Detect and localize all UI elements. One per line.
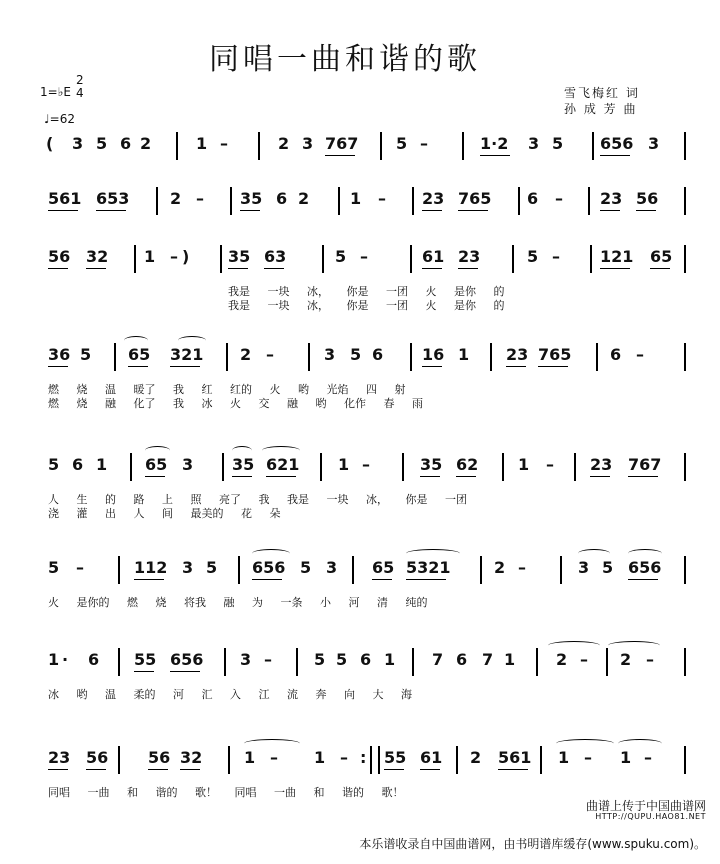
lyric-line: 冰 哟 温 柔的 河 汇 入 江 流 奔 向 大 海 (48, 688, 412, 701)
note-token: 2 (620, 650, 632, 669)
beam-line (628, 579, 658, 580)
note-token: 5 (206, 558, 218, 577)
note-token: 23 (422, 189, 445, 208)
note-token: 23 (600, 189, 623, 208)
bar-line (412, 648, 414, 676)
beam-line (456, 476, 476, 477)
note-token: 1 (350, 189, 362, 208)
note-token: – (518, 558, 526, 577)
note-token: 65 (145, 455, 168, 474)
bar-line (380, 132, 382, 160)
bar-line (684, 132, 686, 160)
note-token: 1 (384, 650, 396, 669)
bar-line (296, 648, 298, 676)
note-token: 62 (456, 455, 479, 474)
note-token: – (378, 189, 386, 208)
note-token: 56 (148, 748, 171, 767)
note-token: 6 (276, 189, 288, 208)
key-signature: 1=♭E (40, 85, 71, 99)
bar-line (490, 343, 492, 371)
note-token: 656 (252, 558, 286, 577)
beam-line (406, 579, 446, 580)
note-token: 1 (558, 748, 570, 767)
note-token: 1·2 (480, 134, 509, 153)
note-token: 5 (335, 247, 347, 266)
bar-line (224, 648, 226, 676)
note-token: 2 (556, 650, 568, 669)
bar-line (502, 453, 504, 481)
bar-line (606, 648, 608, 676)
note-token: 65 (128, 345, 151, 364)
lyric-line: 人 生 的 路 上 照 亮了 我 我是 一块 冰， 你是 一团 (48, 493, 467, 506)
bar-line (560, 556, 562, 584)
note-token: ( (46, 134, 54, 153)
bar-line (462, 132, 464, 160)
note-token: 3 (182, 558, 194, 577)
note-token: 1 (620, 748, 632, 767)
note-token: 32 (180, 748, 203, 767)
beam-line (266, 476, 296, 477)
note-token: 6 (120, 134, 132, 153)
note-token: 656 (628, 558, 662, 577)
note-token: – (76, 558, 84, 577)
beam-line (145, 476, 165, 477)
beam-line (650, 268, 670, 269)
note-token: 1 (48, 650, 60, 669)
footer-source-note: 本乐谱收录自中国曲谱网，由书明谱库缓存(www.spuku.com)。 (359, 837, 706, 851)
note-token: – (580, 650, 588, 669)
beam-line (458, 210, 488, 211)
time-sig-numerator: 2 (76, 73, 84, 87)
note-token: 3 (578, 558, 590, 577)
bar-line (352, 556, 354, 584)
note-token: 7 (482, 650, 494, 669)
note-token: 36 (48, 345, 71, 364)
note-token: 2 (470, 748, 482, 767)
note-token: 5 (350, 345, 362, 364)
note-token: – (196, 189, 204, 208)
bar-line (596, 343, 598, 371)
beam-line (48, 268, 68, 269)
slur-arc (628, 549, 662, 558)
bar-line (118, 648, 120, 676)
bar-line (114, 343, 116, 371)
bar-line (176, 132, 178, 160)
bar-line (258, 132, 260, 160)
note-token: 3 (648, 134, 660, 153)
note-token: 2 (240, 345, 252, 364)
lyric-line: 同唱 一曲 和 谐的 歌！ 同唱 一曲 和 谐的 歌！ (48, 786, 404, 799)
bar-line (684, 453, 686, 481)
note-token: 5 (314, 650, 326, 669)
note-token: 1 (196, 134, 208, 153)
bar-line (684, 187, 686, 215)
bar-line (130, 453, 132, 481)
note-token: 5 (336, 650, 348, 669)
note-token: – (420, 134, 428, 153)
beam-line (422, 366, 442, 367)
note-token: 16 (422, 345, 445, 364)
note-token: 656 (170, 650, 204, 669)
note-token: – (644, 748, 652, 767)
note-token: 6 (360, 650, 372, 669)
note-token: : (360, 748, 367, 767)
note-token: 6 (372, 345, 384, 364)
note-token: ) (182, 247, 190, 266)
note-token: 55 (384, 748, 407, 767)
bar-line (220, 245, 222, 273)
note-token: 5 (602, 558, 614, 577)
beam-line (134, 671, 154, 672)
beam-line (372, 579, 392, 580)
note-token: 6 (88, 650, 100, 669)
note-token: 1 (338, 455, 350, 474)
lyric-line: 燃 烧 温 暖了 我 红 红的 火 哟 光焰 四 射 (48, 383, 406, 396)
watermark-line2: HTTP://QUPU.HAO81.NET (595, 812, 706, 821)
beam-line (506, 366, 526, 367)
bar-line (536, 648, 538, 676)
note-token: 3 (324, 345, 336, 364)
note-token: 561 (498, 748, 532, 767)
note-token: 656 (600, 134, 634, 153)
beam-line (128, 366, 148, 367)
beam-line (96, 210, 126, 211)
beam-line (48, 210, 78, 211)
note-token: 55 (134, 650, 157, 669)
bar-line (238, 556, 240, 584)
lyric-line: 火 是你的 燃 烧 将我 融 为 一条 小 河 清 纯的 (48, 596, 428, 609)
beam-line (420, 476, 440, 477)
bar-line (684, 245, 686, 273)
bar-line (588, 187, 590, 215)
note-token: 2 (298, 189, 310, 208)
bar-line (540, 746, 542, 774)
note-token: 5 (527, 247, 539, 266)
lyric-line: 燃 烧 融 化了 我 冰 火 交 融 哟 化作 春 雨 (48, 397, 423, 410)
note-token: 65 (372, 558, 395, 577)
bar-line (410, 245, 412, 273)
note-token: – (220, 134, 228, 153)
beam-line (86, 769, 106, 770)
note-token: 1 (504, 650, 516, 669)
beam-line (228, 268, 248, 269)
slur-arc (244, 739, 300, 748)
note-token: 6 (610, 345, 622, 364)
slur-arc (178, 336, 206, 345)
note-token: 5 (48, 558, 60, 577)
bar-line (684, 648, 686, 676)
note-token: 1 (144, 247, 156, 266)
bar-line (410, 343, 412, 371)
beam-line (628, 476, 658, 477)
bar-line (228, 746, 230, 774)
bar-line (412, 187, 414, 215)
bar-line (320, 453, 322, 481)
beam-line (170, 671, 200, 672)
note-token: 61 (420, 748, 443, 767)
note-token: 5 (48, 455, 60, 474)
note-token: – (264, 650, 272, 669)
slur-arc (124, 336, 148, 345)
bar-line (226, 343, 228, 371)
beam-line (420, 769, 440, 770)
note-token: 5321 (406, 558, 451, 577)
note-token: 35 (228, 247, 251, 266)
note-token: – (584, 748, 592, 767)
note-token: 56 (86, 748, 109, 767)
note-token: 5 (552, 134, 564, 153)
bar-line (118, 746, 120, 774)
note-token: 7 (432, 650, 444, 669)
bar-line (308, 343, 310, 371)
note-token: 65 (650, 247, 673, 266)
note-token: 2 (278, 134, 290, 153)
note-token: – (362, 455, 370, 474)
note-token: – (340, 748, 348, 767)
note-token: 5 (300, 558, 312, 577)
beam-line (636, 210, 656, 211)
slur-arc (548, 641, 600, 650)
note-token: 621 (266, 455, 300, 474)
beam-line (480, 155, 510, 156)
time-signature (76, 74, 84, 100)
lyricist-credit: 雪飞梅红 词 (564, 86, 640, 100)
note-token: 2 (494, 558, 506, 577)
note-token: – (646, 650, 654, 669)
bar-line (156, 187, 158, 215)
note-token: – (546, 455, 554, 474)
note-token: 35 (232, 455, 255, 474)
bar-line (574, 453, 576, 481)
slur-arc (618, 739, 662, 748)
beam-line (232, 476, 252, 477)
note-token: 23 (458, 247, 481, 266)
bar-line (684, 343, 686, 371)
note-token: 765 (458, 189, 492, 208)
bar-line (222, 453, 224, 481)
beam-line (134, 579, 164, 580)
note-token: 1 (244, 748, 256, 767)
bar-line (402, 453, 404, 481)
note-token: – (555, 189, 563, 208)
beam-line (600, 268, 630, 269)
time-sig-denominator: 4 (76, 86, 84, 100)
note-token: 5 (396, 134, 408, 153)
note-token: 23 (48, 748, 71, 767)
note-token: 1 (96, 455, 108, 474)
bar-line (592, 132, 594, 160)
bar-line (518, 187, 520, 215)
slur-arc (145, 446, 170, 455)
tempo-marking: ♩=62 (44, 112, 75, 126)
note-token: 3 (302, 134, 314, 153)
watermark-line1: 曲谱上传于中国曲谱网 (585, 799, 706, 813)
note-token: 765 (538, 345, 572, 364)
bar-line (230, 187, 232, 215)
score-title: 同唱一曲和谐的歌 (209, 42, 481, 77)
beam-line (498, 769, 528, 770)
bar-line (134, 245, 136, 273)
beam-line (422, 210, 442, 211)
bar-line (456, 746, 458, 774)
bar-line (480, 556, 482, 584)
note-token: 2 (170, 189, 182, 208)
note-token: 3 (182, 455, 194, 474)
beam-line (240, 210, 260, 211)
note-token: 1 (458, 345, 470, 364)
beam-line (48, 769, 68, 770)
note-token: · (62, 650, 69, 669)
note-token: – (636, 345, 644, 364)
note-token: 61 (422, 247, 445, 266)
beam-line (148, 769, 168, 770)
slur-arc (578, 549, 610, 558)
slur-arc (262, 446, 300, 455)
beam-line (384, 769, 404, 770)
beam-line (422, 268, 442, 269)
slur-arc (556, 739, 614, 748)
note-token: 121 (600, 247, 634, 266)
note-token: – (360, 247, 368, 266)
beam-line (264, 268, 284, 269)
beam-line (170, 366, 200, 367)
lyric-line: 我是 一块 冰， 你是 一团 火 是你 的 (228, 285, 505, 298)
bar-line (684, 556, 686, 584)
note-token: – (552, 247, 560, 266)
note-token: 3 (240, 650, 252, 669)
note-token: – (266, 345, 274, 364)
lyric-line: 我是 一块 冰， 你是 一团 火 是你 的 (228, 299, 505, 312)
beam-line (600, 155, 630, 156)
note-token: 1 (518, 455, 530, 474)
note-token: 3 (326, 558, 338, 577)
bar-line (338, 187, 340, 215)
note-token: 32 (86, 247, 109, 266)
bar-line (378, 746, 380, 774)
bar-line (512, 245, 514, 273)
beam-line (48, 366, 68, 367)
bar-line (322, 245, 324, 273)
beam-line (180, 769, 200, 770)
note-token: 35 (420, 455, 443, 474)
note-token: 767 (325, 134, 359, 153)
beam-line (325, 155, 355, 156)
beam-line (600, 210, 620, 211)
note-token: 5 (80, 345, 92, 364)
note-token: 6 (527, 189, 539, 208)
note-token: 2 (140, 134, 152, 153)
beam-line (458, 268, 478, 269)
note-token: 23 (506, 345, 529, 364)
beam-line (590, 476, 610, 477)
note-token: 6 (72, 455, 84, 474)
beam-line (252, 579, 282, 580)
note-token: 561 (48, 189, 82, 208)
note-token: – (270, 748, 278, 767)
bar-line (370, 746, 372, 774)
bar-line (684, 746, 686, 774)
note-token: 3 (72, 134, 84, 153)
slur-arc (232, 446, 252, 455)
note-token: – (170, 247, 178, 266)
note-token: 6 (456, 650, 468, 669)
bar-line (590, 245, 592, 273)
note-token: 23 (590, 455, 613, 474)
slur-arc (608, 641, 660, 650)
note-token: 767 (628, 455, 662, 474)
note-token: 56 (48, 247, 71, 266)
note-token: 35 (240, 189, 263, 208)
slur-arc (406, 549, 460, 558)
beam-line (86, 268, 106, 269)
bar-line (118, 556, 120, 584)
composer-credit: 孙 成 芳 曲 (564, 102, 638, 116)
note-token: 653 (96, 189, 130, 208)
note-token: 112 (134, 558, 168, 577)
note-token: 1 (314, 748, 326, 767)
beam-line (538, 366, 568, 367)
note-token: 321 (170, 345, 204, 364)
note-token: 56 (636, 189, 659, 208)
slur-arc (252, 549, 290, 558)
note-token: 63 (264, 247, 287, 266)
lyric-line: 浇 灌 出 人 间 最美的 花 朵 (48, 507, 281, 520)
note-token: 5 (96, 134, 108, 153)
note-token: 3 (528, 134, 540, 153)
